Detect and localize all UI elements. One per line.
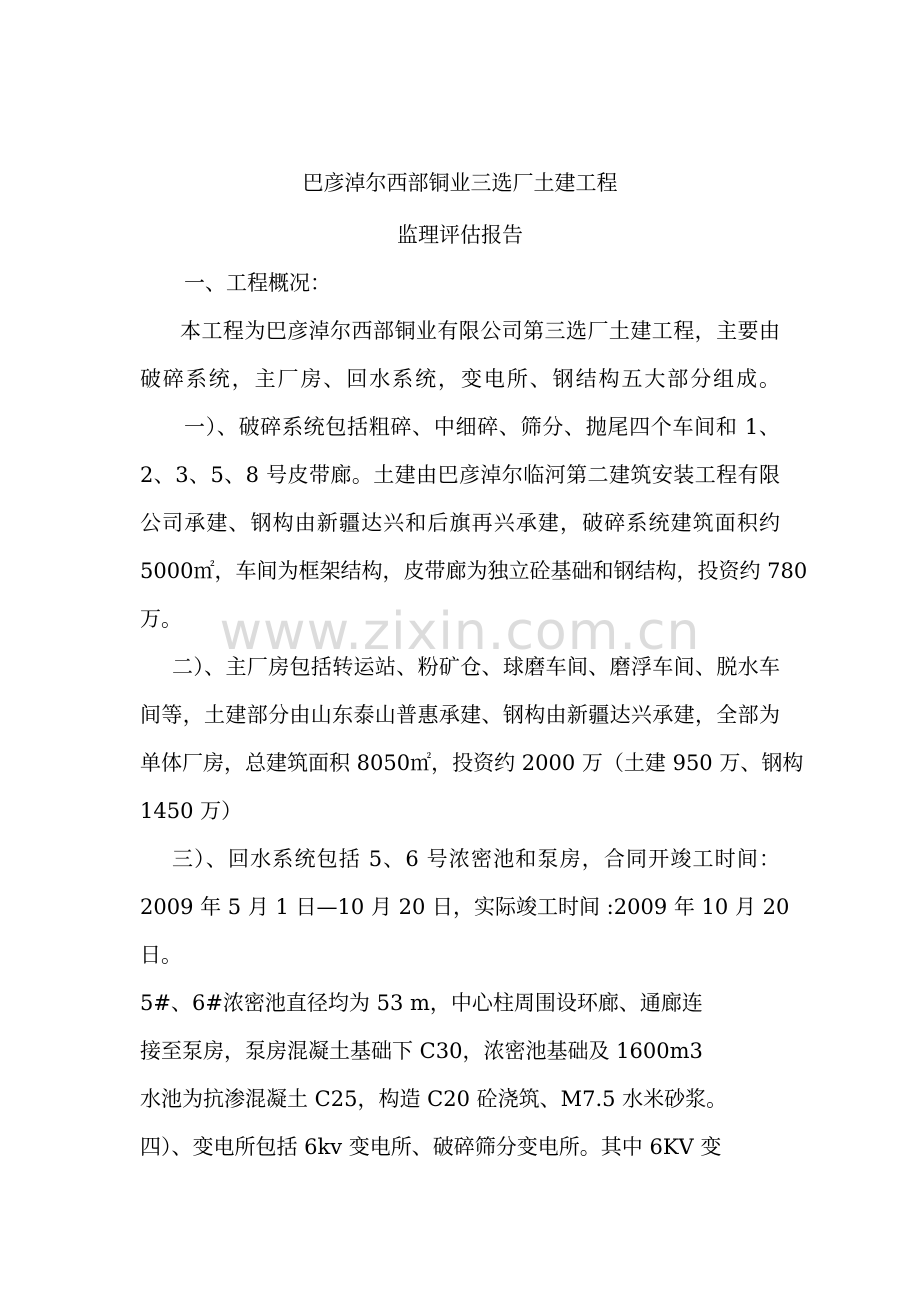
body-line: 2009 年 5 月 1 日—10 月 20 日，实际竣工时间 :2009 年 10 月 20 (140, 895, 790, 919)
body-line: 公司承建、钢构由新疆达兴和后旗再兴承建，破碎系统建筑面积约 (140, 511, 780, 535)
watermark: www.zixin.com.cn (219, 602, 701, 662)
body-line: 万。 (140, 607, 182, 631)
body-line: 5000㎡，车间为框架结构，皮带廊为独立砼基础和钢结构，投资约 780 (140, 559, 808, 583)
body-line: 2、3、5、8 号皮带廊。土建由巴彦淖尔临河第二建筑安装工程有限 (140, 463, 780, 487)
body-line: 二）、主厂房包括转运站、粉矿仓、球磨车间、磨浮车间、脱水车 (172, 655, 780, 679)
body-line: 本工程为巴彦淖尔西部铜业有限公司第三选厂土建工程，主要由 (180, 319, 780, 343)
body-line: 日。 (140, 943, 182, 967)
body-line: 间等，土建部分由山东泰山普惠承建、钢构由新疆达兴承建，全部为 (140, 703, 780, 727)
body-line: 一）、破碎系统包括粗碎、中细碎、筛分、抛尾四个车间和 1、 (184, 415, 780, 439)
body-line: 接至泵房，泵房混凝土基础下 C30，浓密池基础及 1600m3 (140, 1039, 703, 1063)
document-subtitle: 监理评估报告 (397, 223, 523, 247)
body-line: 破碎系统，主厂房、回水系统，变电所、钢结构五大部分组成。 (140, 367, 780, 391)
body-line: 1450 万） (140, 799, 243, 823)
body-line: 单体厂房，总建筑面积 8050㎡，投资约 2000 万（土建 950 万、钢构 (140, 751, 804, 775)
body-line: 5#、6#浓密池直径均为 53 m，中心柱周围设环廊、通廊连 (140, 991, 703, 1015)
document-title: 巴彦淖尔西部铜业三选厂土建工程 (302, 171, 618, 195)
section-heading: 一、工程概况： (184, 271, 331, 295)
body-line: 三）、回水系统包括 5、6 号浓密池和泵房，合同开竣工时间： (172, 847, 780, 871)
body-line: 水池为抗渗混凝土 C25，构造 C20 砼浇筑、M7.5 水米砂浆。 (140, 1087, 728, 1111)
body-line: 四）、变电所包括 6kv 变电所、破碎筛分变电所。其中 6KV 变 (140, 1135, 722, 1159)
